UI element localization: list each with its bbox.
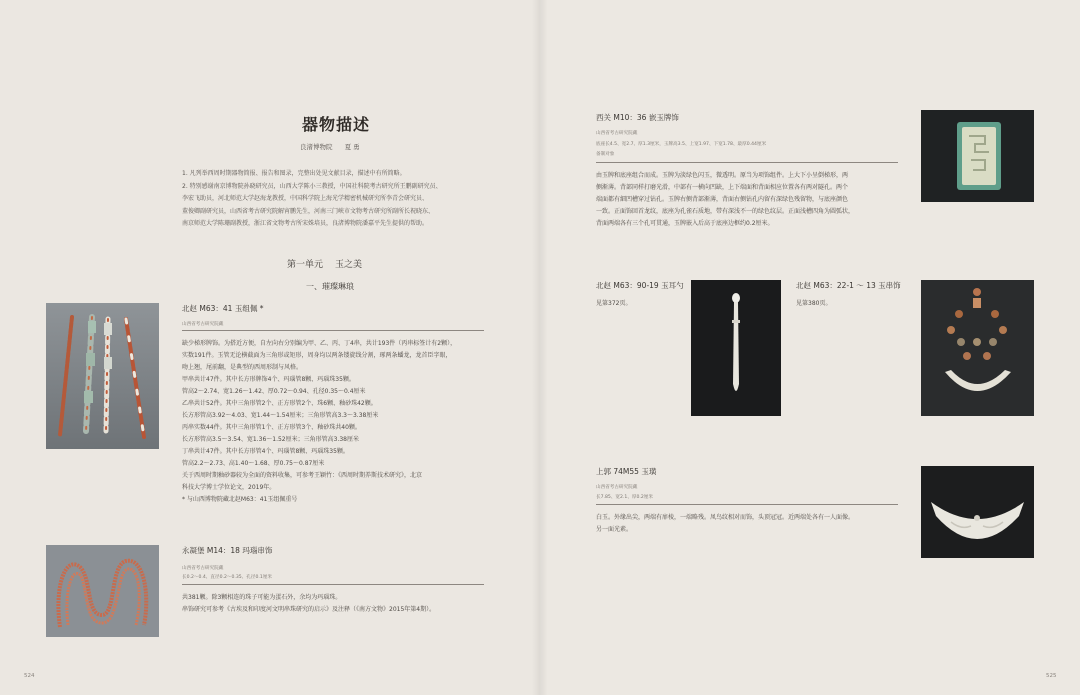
divider xyxy=(596,162,898,163)
text-line: 吻上翘，尾前翻，是典型的西周形制与风格。 xyxy=(182,364,303,371)
item-description xyxy=(596,170,854,230)
item-reference: 见第372页。 xyxy=(596,300,632,307)
text-line: 串饰研究可参考《古埃及和印度河文明串珠研究的启示》及注释（《南方文物》2015年第4期）。 xyxy=(182,606,436,613)
jade-ear-pick-photo xyxy=(691,280,781,416)
jade-plaque-photo xyxy=(921,110,1034,202)
page-number: 524 xyxy=(24,673,35,679)
note-line: 1. 凡列举西周时期器物简报、报告和图录，完整出处见文献目录，描述中有所简略。 xyxy=(182,170,406,177)
note-line: 李宏飞助员，河北师范大学赵海龙教授，中国科学院上海光学精密机械研究所李青会研究员、 xyxy=(182,195,429,202)
divider xyxy=(182,330,484,331)
divider xyxy=(182,584,484,585)
unit-number: 第一单元 xyxy=(287,260,324,270)
byline-org: 良渚博物院 xyxy=(300,143,333,151)
section-title: 器物描述 xyxy=(302,115,371,134)
text-line: 侧渐薄。背部同样打磨光滑，中部有一横向凹缺，上下端面和背面相应位置各有两对隧孔。两个 xyxy=(596,184,849,191)
note-line: 2. 特别感谢南京博物院孙晓研究员，山西大学陈小三教授，中国社科院考古研究所王鹏副研究员、 xyxy=(182,182,442,190)
byline-author: 夏 勇 xyxy=(344,143,360,151)
note-line: 董俊卿副研究员，山西省考古研究院解宵鹏先生，河南三门峡市文物考古研究所副所长祝晓东、 xyxy=(182,207,435,215)
item-reference: 见第380页。 xyxy=(796,300,832,307)
text-line: 白玉。外缘出尖，两端有扉棱，一端略残。凤鸟纹相对而饰，头顶冠冠。近两端处各有一人面像。 xyxy=(596,514,855,521)
unit-name: 玉之美 xyxy=(335,260,363,270)
text-line: 端面都有細凹槽穿过钻孔。玉牌右侧背部渐薄，背面右侧钻孔内留有深绿色残留物，与底座颜色 xyxy=(596,196,849,203)
text-line: 丙串实数44件。其中三角形管1个、正方形管3个、釉砂珠共40颗。 xyxy=(182,424,361,431)
item-dimensions: 底座长4.5、宽2.7、厚1.3厘米，玉牌高3.5、上宽1.97、下宽1.78、最厚0.44厘米 xyxy=(596,142,767,147)
text-line: 乙串共计52件。其中三角形管2个、正方形管2个、珠6颗、釉砂珠42颗。 xyxy=(182,400,377,407)
page-number: 525 xyxy=(1046,673,1057,679)
item-dimensions: 长0.2～0.4、直径0.2～0.35、孔径0.1厘米 xyxy=(182,575,272,580)
text-line: 共381颗。除3颗相连的珠子可能为蛋石外，余均为玛瑙珠。 xyxy=(182,594,342,601)
agate-beads-photo xyxy=(46,545,159,637)
item-title: 西关 M10：36 嵌玉牌饰 xyxy=(596,113,679,122)
notes xyxy=(182,168,502,231)
item-collection: 山西省考古研究院藏 xyxy=(596,485,638,490)
item-title: 上郭 74M55 玉璜 xyxy=(596,467,657,476)
jade-huang-photo xyxy=(921,466,1034,558)
item-title: 北赵 M63：90-19 玉耳勺 xyxy=(596,281,684,290)
text-line: 长方形管高3.92～4.03、宽1.44～1.54厘米；三角形管高3.3～3.38厘米 xyxy=(182,412,379,419)
text-line: 长方形管高3.5～3.54、宽1.36～1.52厘米；三角形管高3.38厘米 xyxy=(182,436,359,443)
item-collection: 山西省考古研究院藏 xyxy=(182,322,224,327)
unit-title xyxy=(287,257,374,270)
item-note: 备制对象 xyxy=(596,152,615,157)
jade-bead-set-photo xyxy=(921,280,1034,416)
text-line: 丁串共计47件。其中长方形管4个、玛瑙管8颗、玛瑙珠35颗。 xyxy=(182,448,349,455)
text-line: 甲串共计47件。其中长方形牌饰4个、玛瑙管8颗、玛瑙珠35颗。 xyxy=(182,376,355,383)
item-collection: 山西省考古研究院藏 xyxy=(596,131,638,136)
item-dimensions: 长7.85、宽2.1、厚0.2厘米 xyxy=(596,495,653,500)
item-description xyxy=(596,512,854,536)
item-collection: 山西省考古研究院藏 xyxy=(182,566,224,571)
text-line: 科技大学博士学位论文，2019年。 xyxy=(182,484,276,491)
text-line: 一致。正面饰回首龙纹，底座为孔雀石质地，带有深浅不一的绿色纹层。正面浅槽四角为圆弧状， xyxy=(596,208,855,215)
text-line: 实数191件。玉管无论横截面为三角形或矩形，周身均以两条镂旋线分割，琢两条蟠龙，龙首臣字眼， xyxy=(182,352,452,359)
item-title: 北赵 M63：41 玉组佩 * xyxy=(182,304,264,313)
item-description xyxy=(182,592,435,616)
text-line: * 与山西博物院藏北赵M63：41玉组佩重号 xyxy=(182,496,298,503)
byline xyxy=(300,142,370,151)
text-line: 关于西周时期釉砂器较为全面的资料收集，可参考王颖竹：《西周时期养斯技术研究》，北京 xyxy=(182,472,423,479)
item-title: 永凝堡 M14：18 玛瑙串饰 xyxy=(182,546,273,555)
text-line: 缺少梯形牌饰。为搭近方便，自左向右分别编为甲、乙、丙、丁4串，共计193件（丙串标签计有2颗）， xyxy=(182,340,457,347)
text-line: 管高2～2.74、宽1.26～1.42、厚0.72～0.94、孔径0.35～0.4厘米 xyxy=(182,388,366,395)
book-gutter xyxy=(532,0,548,695)
text-line: 由玉牌和底座组合而成。玉牌为淡绿色闪玉，微透明。原当为项饰组件。上大下小呈倒梯形，两 xyxy=(596,172,849,179)
text-line: 管高2.2～2.73、高1.40～1.68、厚0.75～0.87厘米 xyxy=(182,460,325,467)
note-line: 南京师范大学陈珊副教授，浙江省文物考古所宋姝培员，良渚博物院潘嘉平先生提供的帮助。 xyxy=(182,220,429,227)
jade-pendant-photo xyxy=(46,303,159,449)
item-description xyxy=(182,338,456,506)
sub-title: 一、璀璨琳琅 xyxy=(306,282,354,291)
divider xyxy=(596,504,898,505)
item-title: 北赵 M63：22-1 ～ 13 玉串饰 xyxy=(796,281,901,290)
text-line: 另一面光素。 xyxy=(596,526,633,533)
text-line: 背面两端各有三个孔可贯通，玉牌嵌入后高于底座边框约0.2厘米。 xyxy=(596,220,774,227)
